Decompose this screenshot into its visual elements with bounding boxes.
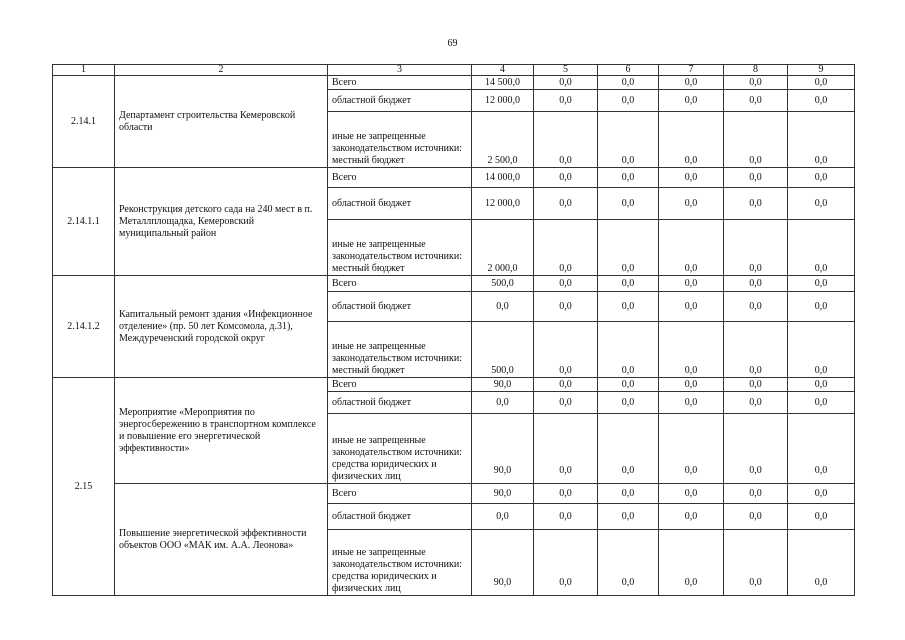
value-cell: 0,0 xyxy=(724,414,788,484)
value-cell: 0,0 xyxy=(659,188,724,220)
value-cell: 0,0 xyxy=(598,414,659,484)
value-cell: 0,0 xyxy=(659,392,724,414)
source-label xyxy=(328,220,472,276)
source-label-line2: средства юридических и физических лиц xyxy=(332,459,437,482)
header-cell: 5 xyxy=(534,65,598,76)
value-cell: 0,0 xyxy=(659,530,724,596)
value-cell: 0,0 xyxy=(659,292,724,322)
value-cell: 0,0 xyxy=(472,504,534,530)
value-cell: 0,0 xyxy=(724,504,788,530)
value-cell: 0,0 xyxy=(659,484,724,504)
value-cell: 0,0 xyxy=(472,292,534,322)
value-cell: 0,0 xyxy=(598,484,659,504)
source-label-line1: иные не запрещенные законодательством источники: xyxy=(332,435,463,458)
source-label: областной бюджет xyxy=(328,292,472,322)
value-cell: 0,0 xyxy=(788,322,855,378)
source-label: Всего xyxy=(328,276,472,292)
value-cell: 0,0 xyxy=(659,168,724,188)
value-cell: 0,0 xyxy=(534,76,598,90)
header-row xyxy=(53,65,855,76)
value-cell: 0,0 xyxy=(598,188,659,220)
value-cell: 0,0 xyxy=(534,188,598,220)
value-cell: 90,0 xyxy=(472,378,534,392)
value-cell: 0,0 xyxy=(598,90,659,112)
source-label: областной бюджет xyxy=(328,504,472,530)
value-cell: 500,0 xyxy=(472,276,534,292)
value-cell: 0,0 xyxy=(724,276,788,292)
source-label xyxy=(328,414,472,484)
value-cell: 0,0 xyxy=(659,220,724,276)
value-cell: 0,0 xyxy=(788,392,855,414)
value-cell: 0,0 xyxy=(534,322,598,378)
item-name: Реконструкция детского сада на 240 мест в п. Металлплощадка, Кемеровский муниципальный район xyxy=(115,168,328,276)
value-cell: 0,0 xyxy=(534,392,598,414)
source-label: областной бюджет xyxy=(328,188,472,220)
value-cell: 0,0 xyxy=(598,168,659,188)
value-cell: 0,0 xyxy=(598,392,659,414)
item-number: 2.14.1.2 xyxy=(53,276,115,378)
value-cell: 0,0 xyxy=(788,188,855,220)
value-cell: 12 000,0 xyxy=(472,188,534,220)
value-cell: 0,0 xyxy=(724,168,788,188)
value-cell: 0,0 xyxy=(598,504,659,530)
source-label: областной бюджет xyxy=(328,90,472,112)
value-cell: 0,0 xyxy=(534,276,598,292)
source-label: Всего xyxy=(328,484,472,504)
header-cell: 4 xyxy=(472,65,534,76)
value-cell: 500,0 xyxy=(472,322,534,378)
source-label xyxy=(328,112,472,168)
value-cell: 0,0 xyxy=(472,392,534,414)
value-cell: 12 000,0 xyxy=(472,90,534,112)
table-row xyxy=(53,484,855,504)
value-cell: 0,0 xyxy=(724,484,788,504)
value-cell: 0,0 xyxy=(788,76,855,90)
source-label-line1: иные не запрещенные законодательством источники: xyxy=(332,341,463,364)
value-cell: 0,0 xyxy=(598,112,659,168)
header-cell: 8 xyxy=(724,65,788,76)
header-cell: 3 xyxy=(328,65,472,76)
value-cell: 0,0 xyxy=(659,322,724,378)
value-cell: 0,0 xyxy=(788,112,855,168)
value-cell: 0,0 xyxy=(724,220,788,276)
value-cell: 0,0 xyxy=(534,112,598,168)
value-cell: 0,0 xyxy=(659,76,724,90)
value-cell: 0,0 xyxy=(598,220,659,276)
table-row xyxy=(53,378,855,392)
value-cell: 0,0 xyxy=(534,484,598,504)
source-label-line2: местный бюджет xyxy=(332,263,405,274)
header-cell: 1 xyxy=(53,65,115,76)
value-cell: 0,0 xyxy=(724,76,788,90)
source-label: Всего xyxy=(328,76,472,90)
value-cell: 0,0 xyxy=(724,90,788,112)
header-cell: 2 xyxy=(115,65,328,76)
value-cell: 90,0 xyxy=(472,530,534,596)
value-cell: 0,0 xyxy=(788,504,855,530)
source-label-line1: иные не запрещенные законодательством источники: xyxy=(332,547,463,570)
value-cell: 0,0 xyxy=(598,276,659,292)
source-label-line1: иные не запрещенные законодательством источники: xyxy=(332,131,463,154)
value-cell: 0,0 xyxy=(534,292,598,322)
header-cell: 7 xyxy=(659,65,724,76)
source-label: областной бюджет xyxy=(328,392,472,414)
value-cell: 0,0 xyxy=(788,168,855,188)
table-row xyxy=(53,76,855,90)
value-cell: 0,0 xyxy=(724,378,788,392)
value-cell: 2 500,0 xyxy=(472,112,534,168)
value-cell: 0,0 xyxy=(598,530,659,596)
value-cell: 0,0 xyxy=(659,414,724,484)
source-label xyxy=(328,530,472,596)
source-label: Всего xyxy=(328,378,472,392)
item-name: Департамент строительства Кемеровской области xyxy=(115,76,328,168)
value-cell: 0,0 xyxy=(788,414,855,484)
source-label-line2: местный бюджет xyxy=(332,365,405,376)
value-cell: 0,0 xyxy=(788,484,855,504)
value-cell: 0,0 xyxy=(534,414,598,484)
item-number: 2.14.1 xyxy=(53,76,115,168)
value-cell: 2 000,0 xyxy=(472,220,534,276)
value-cell: 0,0 xyxy=(659,378,724,392)
value-cell: 0,0 xyxy=(534,378,598,392)
value-cell: 90,0 xyxy=(472,414,534,484)
table-row xyxy=(53,276,855,292)
header-cell: 9 xyxy=(788,65,855,76)
header-cell: 6 xyxy=(598,65,659,76)
value-cell: 0,0 xyxy=(534,168,598,188)
value-cell: 90,0 xyxy=(472,484,534,504)
value-cell: 0,0 xyxy=(788,530,855,596)
source-label-line1: иные не запрещенные законодательством источники: xyxy=(332,239,463,262)
value-cell: 0,0 xyxy=(534,504,598,530)
budget-table xyxy=(52,64,855,596)
value-cell: 0,0 xyxy=(598,292,659,322)
item-number: 2.14.1.1 xyxy=(53,168,115,276)
value-cell: 0,0 xyxy=(724,322,788,378)
value-cell: 14 000,0 xyxy=(472,168,534,188)
value-cell: 0,0 xyxy=(659,276,724,292)
source-label-line2: местный бюджет xyxy=(332,155,405,166)
item-name: Повышение энергетической эффективности объектов ООО «МАК им. А.А. Леонова» xyxy=(115,484,328,596)
value-cell: 0,0 xyxy=(788,378,855,392)
value-cell: 0,0 xyxy=(724,292,788,322)
value-cell: 0,0 xyxy=(788,220,855,276)
value-cell: 0,0 xyxy=(724,530,788,596)
value-cell: 0,0 xyxy=(534,90,598,112)
value-cell: 0,0 xyxy=(724,392,788,414)
value-cell: 0,0 xyxy=(788,276,855,292)
value-cell: 0,0 xyxy=(724,188,788,220)
value-cell: 14 500,0 xyxy=(472,76,534,90)
table-row xyxy=(53,168,855,188)
value-cell: 0,0 xyxy=(659,90,724,112)
value-cell: 0,0 xyxy=(659,112,724,168)
value-cell: 0,0 xyxy=(598,76,659,90)
item-name: Мероприятие «Мероприятия по энергосбережению в транспортном комплексе и повышение его энергетической эффективности» xyxy=(115,378,328,484)
value-cell: 0,0 xyxy=(659,504,724,530)
value-cell: 0,0 xyxy=(534,220,598,276)
source-label-line2: средства юридических и физических лиц xyxy=(332,571,437,594)
page-number: 69 xyxy=(447,38,458,49)
value-cell: 0,0 xyxy=(788,90,855,112)
source-label: Всего xyxy=(328,168,472,188)
source-label xyxy=(328,322,472,378)
item-name: Капитальный ремонт здания «Инфекционное отделение» (пр. 50 лет Комсомола, д.31), Междуреченский городской округ xyxy=(115,276,328,378)
value-cell: 0,0 xyxy=(534,530,598,596)
value-cell: 0,0 xyxy=(788,292,855,322)
item-number: 2.15 xyxy=(53,378,115,596)
value-cell: 0,0 xyxy=(598,322,659,378)
value-cell: 0,0 xyxy=(598,378,659,392)
value-cell: 0,0 xyxy=(724,112,788,168)
